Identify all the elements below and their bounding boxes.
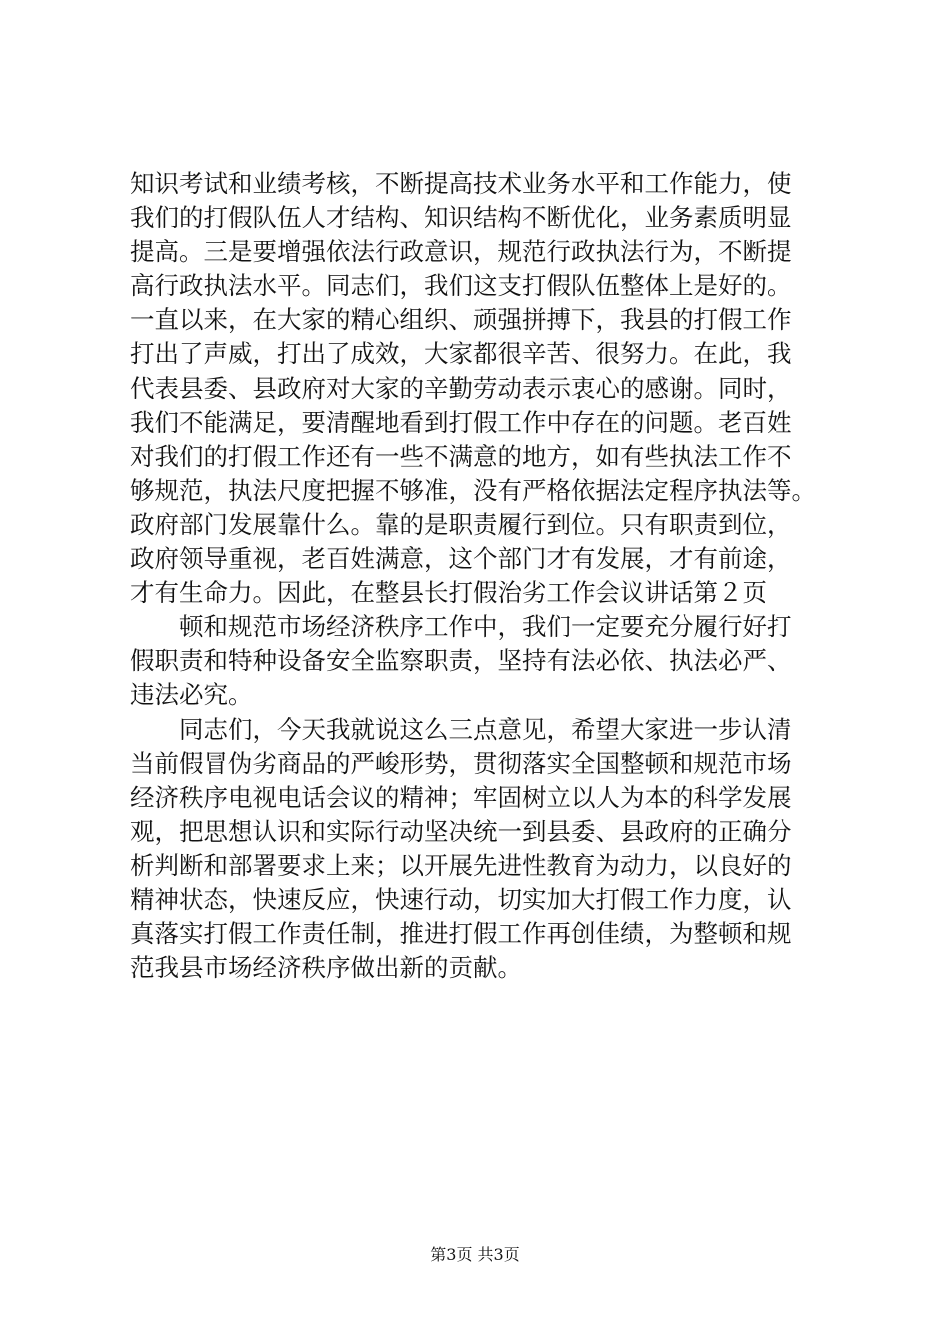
text-line: 政府部门发展靠什么。靠的是职责履行到位。只有职责到位， <box>130 509 792 539</box>
page-number-label: 第3页 共3页 <box>430 1245 520 1264</box>
text-line: 精神状态，快速反应，快速行动，切实加大打假工作力度，认 <box>130 884 792 914</box>
text-line: 知识考试和业绩考核，不断提高技术业务水平和工作能力，使 <box>130 169 792 198</box>
text-line: 一直以来，在大家的精心组织、顽强拼搏下，我县的打假工作 <box>130 305 792 335</box>
text-line: 提高。三是要增强依法行政意识，规范行政执法行为，不断提 <box>130 237 792 267</box>
text-line: 同志们，今天我就说这么三点意见，希望大家进一步认清 <box>179 714 792 744</box>
text-line: 够规范，执法尺度把握不够准，没有严格依据法定程序执法等。 <box>130 475 816 505</box>
text-line: 顿和规范市场经济秩序工作中，我们一定要充分履行好打 <box>179 612 792 642</box>
body-text <box>130 167 830 985</box>
text-line: 才有生命力。因此，在整县长打假治劣工作会议讲话第２页 <box>130 578 767 608</box>
text-line: 真落实打假工作责任制，推进打假工作再创佳绩，为整顿和规 <box>130 919 792 949</box>
page-footer <box>0 1245 950 1265</box>
text-line: 经济秩序电视电话会议的精神；牢固树立以人为本的科学发展 <box>130 782 792 812</box>
text-line: 政府领导重视，老百姓满意，这个部门才有发展，才有前途， <box>130 544 792 574</box>
text-line: 假职责和特种设备安全监察职责，坚持有法必依、执法必严、 <box>130 646 792 676</box>
text-line: 代表县委、县政府对大家的辛勤劳动表示衷心的感谢。同时， <box>130 373 792 403</box>
text-line: 打出了声威，打出了成效，大家都很辛苦、很努力。在此，我 <box>130 339 792 369</box>
text-line: 高行政执法水平。同志们，我们这支打假队伍整体上是好的。 <box>130 271 792 301</box>
text-line: 观，把思想认识和实际行动坚决统一到县委、县政府的正确分 <box>130 816 792 846</box>
text-line: 我们的打假队伍人才结构、知识结构不断优化，业务素质明显 <box>130 203 792 233</box>
text-line: 当前假冒伪劣商品的严峻形势，贯彻落实全国整顿和规范市场 <box>130 748 792 778</box>
text-line: 违法必究。 <box>130 680 253 710</box>
text-line: 范我县市场经济秩序做出新的贡献。 <box>130 953 522 983</box>
text-line: 析判断和部署要求上来；以开展先进性教育为动力，以良好的 <box>130 850 792 880</box>
text-line: 对我们的打假工作还有一些不满意的地方，如有些执法工作不 <box>130 441 792 471</box>
text-line: 我们不能满足，要清醒地看到打假工作中存在的问题。老百姓 <box>130 407 792 437</box>
